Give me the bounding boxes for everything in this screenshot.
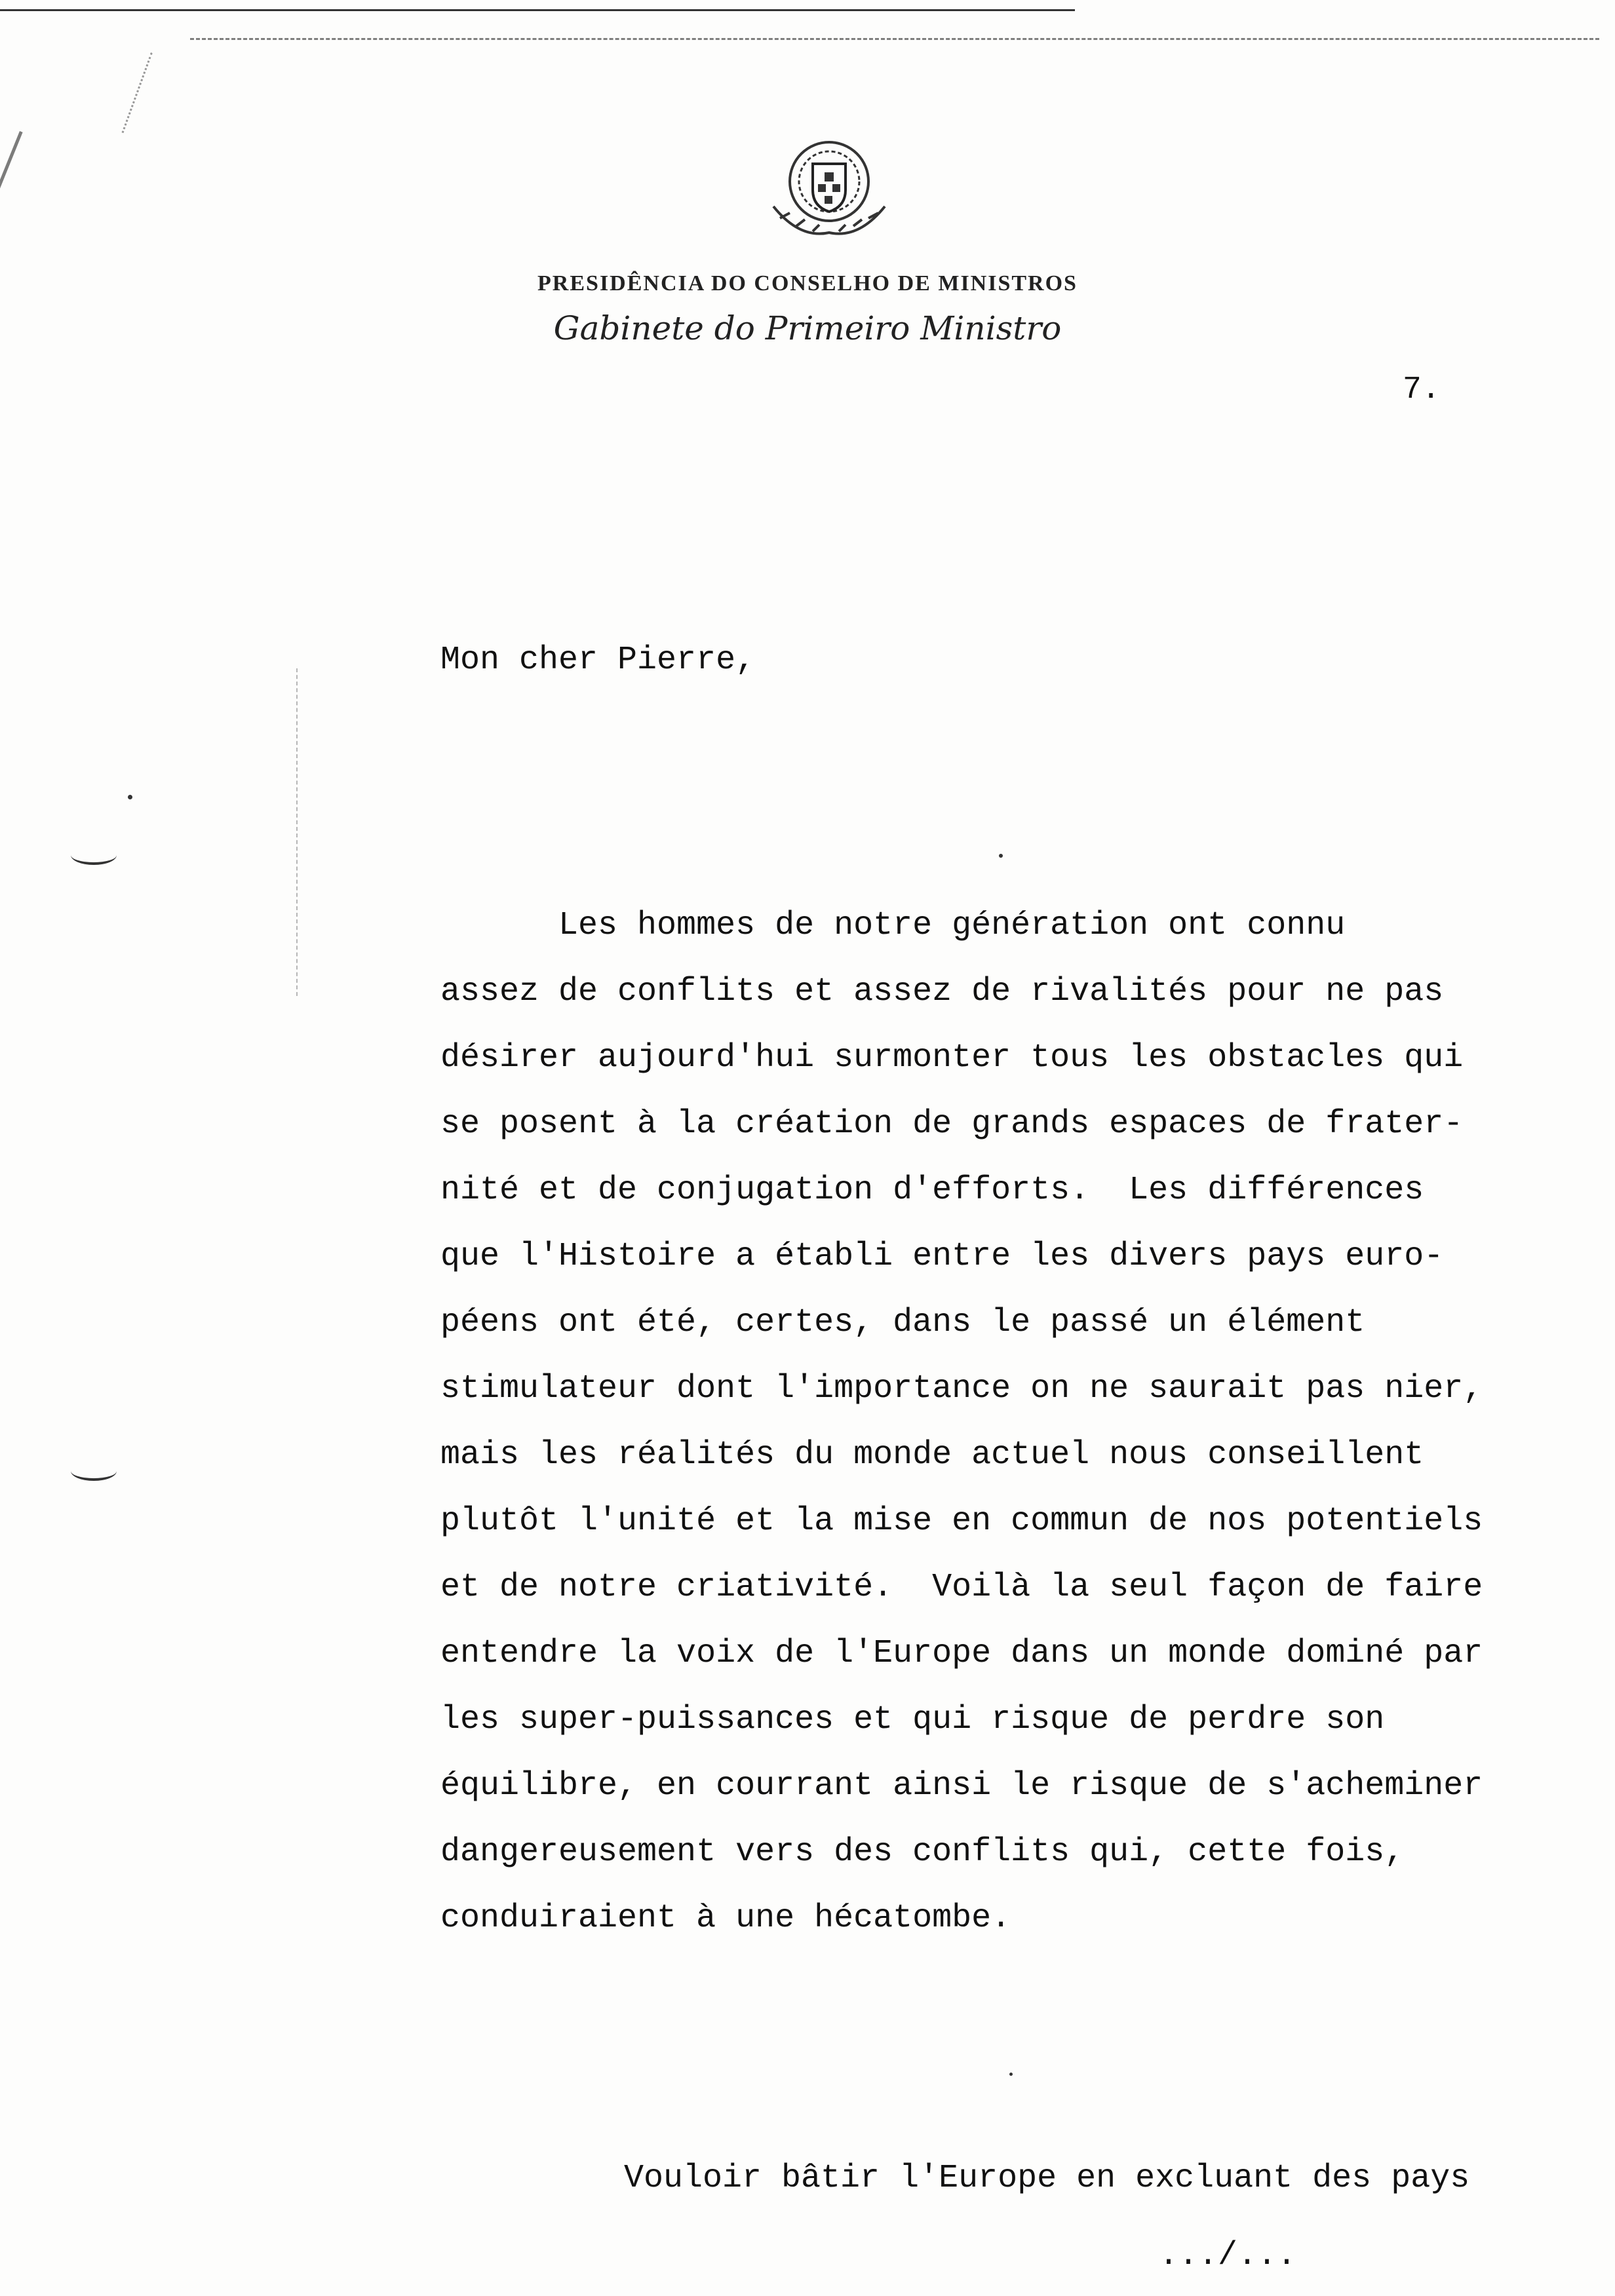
scan-edge-line	[0, 9, 1075, 11]
punch-hole-mark	[71, 845, 117, 865]
paragraph-line: nité et de conjugation d'efforts. Les différences	[440, 1172, 1424, 1209]
paragraph-line: se posent à la création de grands espaces de frater-	[440, 1105, 1464, 1143]
continuation-mark: .../...	[1159, 2237, 1297, 2274]
coat-of-arms-icon	[760, 134, 898, 249]
paragraph-line: entendre la voix de l'Europe dans un monde dominé par	[440, 1635, 1483, 1672]
paragraph-line: que l'Histoire a établi entre les divers pays euro-	[440, 1238, 1444, 1275]
letterhead-office: Gabinete do Primeiro Ministro	[553, 309, 1062, 347]
paragraph-line: mais les réalités du monde actuel nous conseillent	[440, 1436, 1424, 1474]
paragraph-line: dangereusement vers des conflits qui, cette fois,	[440, 1833, 1405, 1871]
speck	[1009, 2073, 1013, 2076]
salutation: Mon cher Pierre,	[440, 641, 756, 679]
paragraph-line: stimulateur dont l'importance on ne saurait pas nier,	[440, 1370, 1483, 1407]
next-paragraph-start: Vouloir bâtir l'Europe en excluant des pays	[624, 2160, 1470, 2197]
paragraph-line: désirer aujourd'hui surmonter tous les obstacles qui	[440, 1039, 1464, 1077]
paragraph-line: les super-puissances et qui risque de perdre son	[440, 1701, 1385, 1738]
scan-dashed-line	[190, 38, 1599, 40]
paragraph-line: équilibre, en courrant ainsi le risque de s'acheminer	[440, 1767, 1483, 1805]
page-number: 7.	[1403, 372, 1441, 408]
paragraph-line: et de notre criativité. Voilà la seul façon de faire	[440, 1569, 1483, 1606]
scan-artifact-dots	[122, 52, 153, 133]
letterhead-institution: PRESIDÊNCIA DO CONSELHO DE MINISTROS	[537, 271, 1078, 296]
paragraph-line: péens ont été, certes, dans le passé un élément	[440, 1304, 1365, 1341]
paragraph-line: Les hommes de notre génération ont connu	[440, 907, 1346, 944]
speck	[999, 854, 1003, 858]
punch-hole-mark	[71, 1461, 117, 1481]
margin-dashes	[296, 668, 298, 996]
paragraph-line: plutôt l'unité et la mise en commun de nos potentiels	[440, 1502, 1483, 1540]
speck	[128, 795, 132, 799]
paragraph-line: assez de conflits et assez de rivalités pour ne pas	[440, 973, 1444, 1010]
paragraph-line: conduiraient à une hécatombe.	[440, 1900, 1011, 1937]
